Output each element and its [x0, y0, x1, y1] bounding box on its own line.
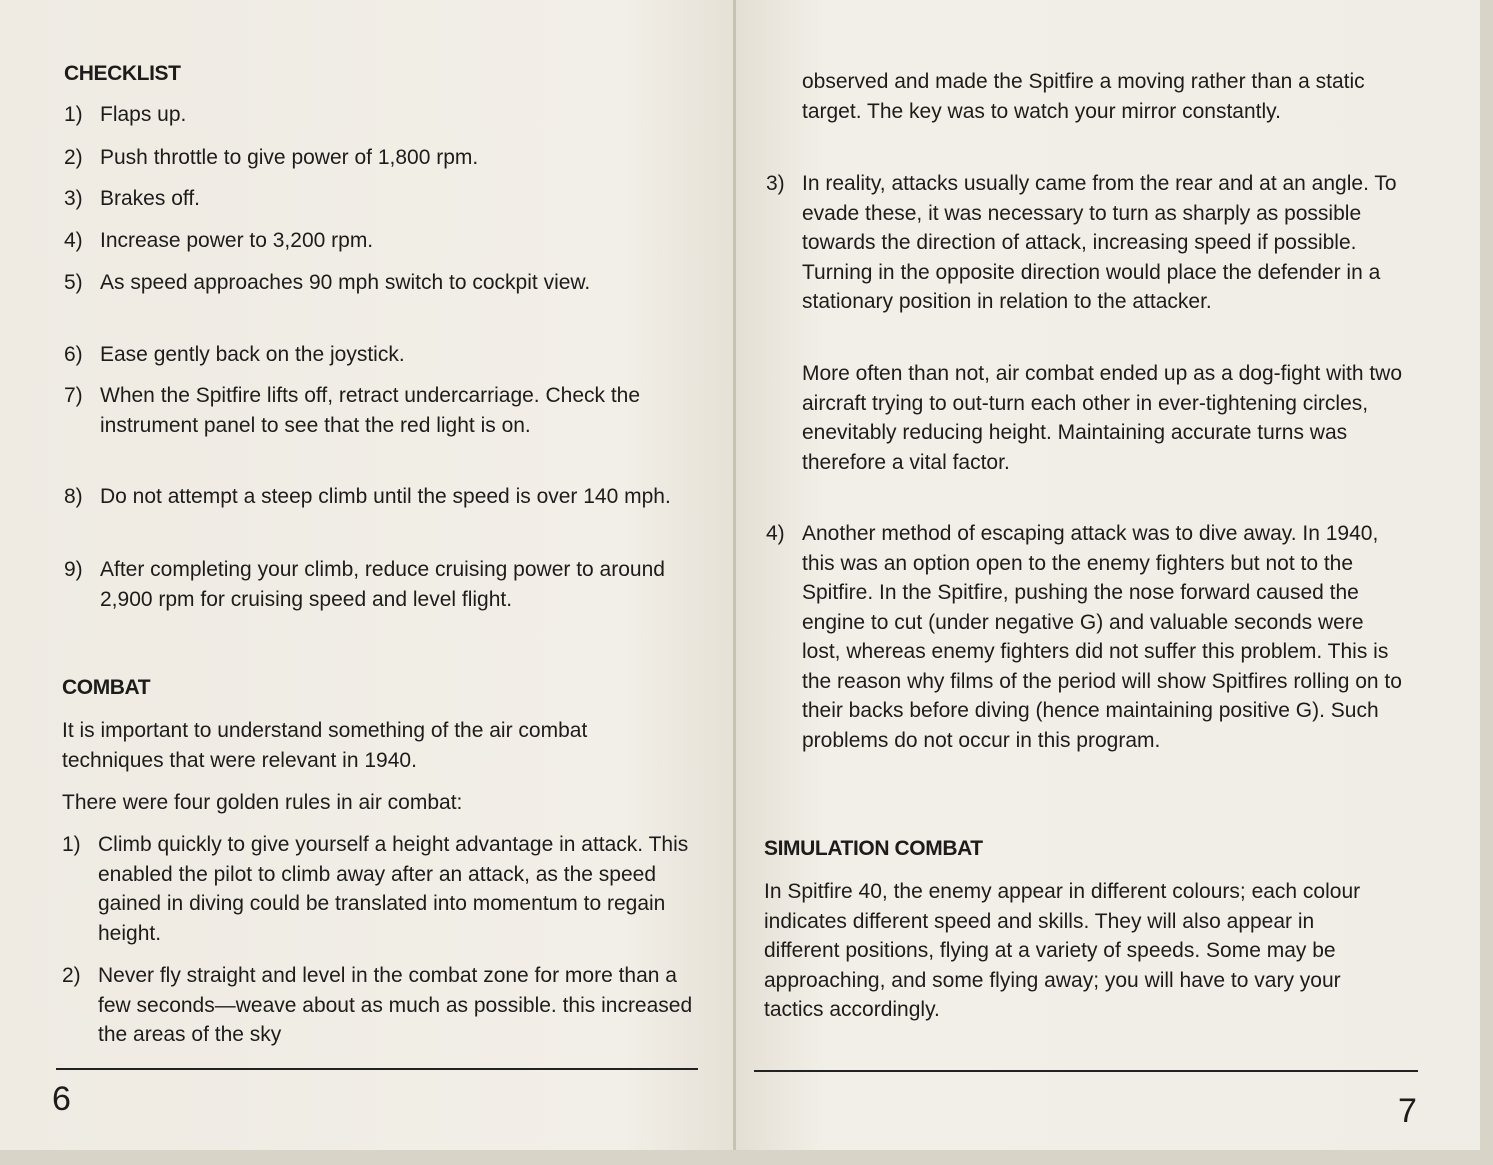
rule-item: 4) Another method of escaping attack was to dive away. In 1940, this was an option open to the enemy fighters but not to the Spitfire. In the Spitfire, pushing the nose forward caused the engine to cut (under negative G) and valuable seconds were lost, whereas enemy fighters did not suffer this problem. This is the reason why films of the period will show Spitfires rolling on to their backs before diving (hence maintaining positive G). Such problems do not occur in this program.: [766, 522, 1402, 752]
checklist-item: 6) Ease gently back on the joystick.: [64, 343, 405, 366]
combat-intro: It is important to understand something of the air combat techniques that were relevant in 1940.: [62, 719, 588, 772]
checklist-item: 2) Push throttle to give power of 1,800 rpm.: [64, 146, 479, 169]
simulation-combat-heading: SIMULATION COMBAT: [764, 837, 983, 860]
checklist-item: 8) Do not attempt a steep climb until the speed is over 140 mph.: [64, 485, 671, 508]
checklist-item: 4) Increase power to 3,200 rpm.: [64, 229, 374, 252]
rules-intro: There were four golden rules in air combat:: [62, 791, 463, 814]
checklist-heading: CHECKLIST: [64, 62, 181, 85]
footer-rule: [56, 1068, 698, 1070]
page-number: 6: [52, 1080, 71, 1118]
checklist-item: 5) As speed approaches 90 mph switch to cockpit view.: [64, 271, 591, 294]
checklist-item: 7) When the Spitfire lifts off, retract undercarriage. Check the instrument panel to see that the red light is on.: [64, 384, 641, 437]
continuation-text: observed and made the Spitfire a moving rather than a static target. The key was to watch your mirror constantly.: [802, 70, 1365, 123]
checklist-item: 9) After completing your climb, reduce cruising power to around 2,900 rpm for cruising speed and level flight.: [64, 558, 665, 611]
checklist-item: 1) Flaps up.: [64, 103, 187, 126]
page-number: 7: [1398, 1092, 1417, 1130]
combat-heading: COMBAT: [62, 676, 151, 699]
footer-rule: [754, 1070, 1418, 1072]
left-page: [0, 0, 734, 1150]
rule-item: 1) Climb quickly to give yourself a height advantage in attack. This enabled the pilot to climb away after an attack, as the speed gained in diving could be translated into momentum to regain height.: [62, 833, 689, 945]
checklist-item: 3) Brakes off.: [64, 187, 200, 210]
simulation-text: In Spitfire 40, the enemy appear in different colours; each colour indicates different speed and skills. They will also appear in different positions, flying at a variety of speeds. Some may be approaching, and some flying away; you will have to vary your tactics accordingly.: [764, 880, 1361, 1021]
rule-item: 3) In reality, attacks usually came from the rear and at an angle. To evade these, it was necessary to turn as sharply as possible towards the direction of attack, increasing speed if possible. Turning in the opposite direction would place the defender in a stationary position in relation to the attacker.: [766, 172, 1397, 313]
right-page: [736, 0, 1480, 1150]
rule-item: 2) Never fly straight and level in the combat zone for more than a few seconds—weave about as much as possible. this increased the areas of the sky: [62, 964, 693, 1046]
rule3-paragraph: More often than not, air combat ended up as a dog-fight with two aircraft trying to out-turn each other in ever-tightening circles, enevitably reducing height. Maintaining accurate turns was therefore a vital factor.: [802, 362, 1403, 474]
